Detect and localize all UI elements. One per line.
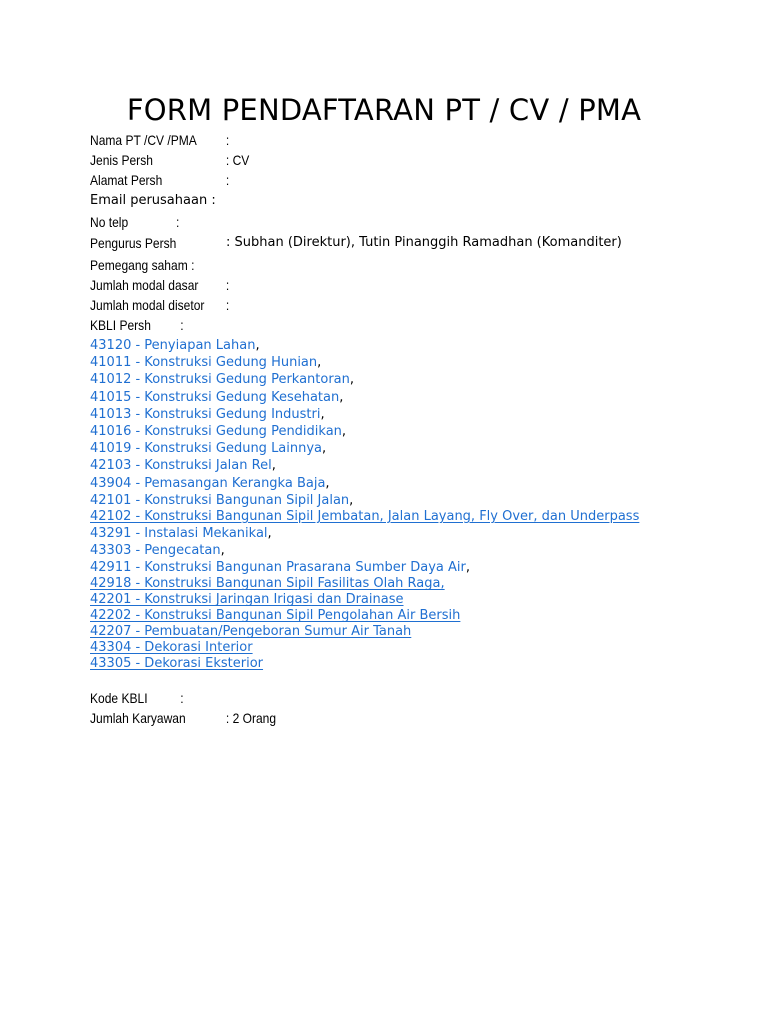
kbli-link[interactable]: 41015 - Konstruksi Gedung Kesehatan — [90, 389, 340, 405]
field-label: Jumlah Karyawan — [90, 710, 186, 726]
field-jenis-persh — [90, 150, 640, 170]
kbli-separator: , — [349, 372, 355, 388]
kbli-separator: , — [341, 423, 347, 439]
kbli-separator: , — [322, 441, 327, 457]
kbli-link[interactable]: 41019 - Konstruksi Gedung Lainnya — [90, 441, 323, 457]
field-label: Jumlah modal disetor — [90, 297, 205, 313]
kbli-link[interactable]: 43304 - Dekorasi Interior — [90, 640, 253, 656]
field-no-telp — [90, 212, 640, 232]
kbli-link[interactable]: 42202 - Konstruksi Bangunan Sipil Pengolahan Air Bersih — [90, 608, 461, 624]
field-jumlah-modal-dasar — [90, 275, 640, 295]
kbli-item — [90, 624, 730, 640]
kbli-item — [90, 440, 730, 457]
kbli-link[interactable]: 43303 - Pengecatan — [90, 543, 221, 559]
kbli-separator: , — [271, 458, 276, 474]
kbli-item — [90, 423, 730, 440]
field-alamat-persh — [90, 170, 640, 190]
kbli-item — [90, 542, 730, 559]
kbli-link[interactable]: 41012 - Konstruksi Gedung Perkantoran — [90, 372, 350, 388]
kbli-item — [90, 337, 730, 354]
kbli-list — [90, 337, 730, 672]
field-value: : CV — [225, 152, 250, 168]
kbli-link[interactable]: 43904 - Pemasangan Kerangka Baja — [90, 475, 326, 491]
field-value: : — [180, 317, 184, 333]
kbli-separator: , — [255, 338, 260, 353]
kbli-item — [90, 475, 730, 492]
kbli-link[interactable]: 43291 - Instalasi Mekanikal — [90, 525, 268, 541]
field-label: KBLI Persh — [90, 317, 151, 333]
kbli-item — [90, 608, 730, 624]
kbli-item — [90, 371, 730, 388]
field-email-perusahaan — [90, 191, 730, 211]
field-jumlah-modal-disetor — [90, 295, 640, 315]
kbli-item — [90, 592, 730, 608]
kbli-item — [90, 525, 730, 542]
field-label: Nama PT /CV /PMA — [90, 132, 197, 148]
kbli-item — [90, 509, 730, 525]
field-value: : 2 Orang — [225, 710, 277, 726]
kbli-separator: , — [339, 389, 344, 405]
kbli-item — [90, 656, 730, 672]
field-label: Pemegang saham : — [90, 257, 195, 273]
kbli-link[interactable]: 42911 - Konstruksi Bangunan Prasarana Sumber Daya Air — [90, 560, 466, 576]
kbli-link[interactable]: 42918 - Konstruksi Bangunan Sipil Fasilitas Olah Raga, — [90, 576, 445, 592]
field-pengurus-persh — [90, 233, 730, 253]
field-value: : — [180, 690, 184, 706]
field-value: : — [225, 172, 230, 188]
kbli-separator: , — [267, 525, 272, 541]
kbli-item — [90, 457, 730, 474]
kbli-item — [90, 559, 730, 576]
field-label: Jumlah modal dasar — [90, 277, 199, 293]
kbli-link[interactable]: 42207 - Pembuatan/Pengeboran Sumur Air Tanah — [90, 624, 412, 640]
field-value: : — [176, 214, 180, 230]
field-label: Alamat Persh — [90, 172, 163, 188]
field-kode-kbli — [90, 688, 640, 708]
kbli-link[interactable]: 42102 - Konstruksi Bangunan Sipil Jembatan, Jalan Layang, Fly Over, dan Underpass — [90, 508, 640, 524]
kbli-separator: , — [317, 355, 322, 371]
kbli-link[interactable]: 42201 - Konstruksi Jaringan Irigasi dan Drainase — [90, 592, 404, 608]
field-label: Email perusahaan : — [90, 193, 216, 208]
kbli-separator: , — [349, 492, 354, 508]
field-jumlah-karyawan — [90, 708, 640, 728]
kbli-item — [90, 576, 730, 592]
kbli-separator: , — [325, 475, 330, 491]
kbli-separator: , — [465, 560, 471, 576]
kbli-link[interactable]: 42103 - Konstruksi Jalan Rel — [90, 458, 272, 474]
kbli-item — [90, 389, 730, 406]
document-title: FORM PENDAFTARAN PT / CV / PMA — [126, 93, 642, 127]
kbli-link[interactable]: 43120 - Penyiapan Lahan — [90, 338, 256, 353]
field-value: : — [225, 277, 230, 293]
kbli-item — [90, 640, 730, 656]
field-value: : — [225, 297, 230, 313]
field-label: Pengurus Persh — [90, 235, 177, 251]
kbli-item — [90, 406, 730, 423]
kbli-separator: , — [320, 406, 325, 422]
field-nama-pt — [90, 130, 640, 150]
kbli-link[interactable]: 43305 - Dekorasi Eksterior — [90, 656, 264, 672]
field-label: Jenis Persh — [90, 152, 153, 168]
kbli-link[interactable]: 41016 - Konstruksi Gedung Pendidikan — [90, 423, 342, 439]
kbli-link[interactable]: 41013 - Konstruksi Gedung Industri — [90, 406, 321, 422]
field-label: No telp — [90, 214, 129, 230]
field-pemegang-saham — [90, 255, 640, 275]
kbli-link[interactable]: 42101 - Konstruksi Bangunan Sipil Jalan — [90, 492, 350, 508]
kbli-item — [90, 354, 730, 371]
kbli-link[interactable]: 41011 - Konstruksi Gedung Hunian — [90, 355, 318, 371]
field-kbli-persh — [90, 315, 640, 335]
field-value: : Subhan (Direktur), Tutin Pinanggih Ramadhan (Komanditer) — [226, 235, 622, 250]
kbli-separator: , — [220, 543, 225, 559]
kbli-item — [90, 492, 730, 509]
field-value: : — [225, 132, 230, 148]
field-label: Kode KBLI — [90, 690, 148, 706]
